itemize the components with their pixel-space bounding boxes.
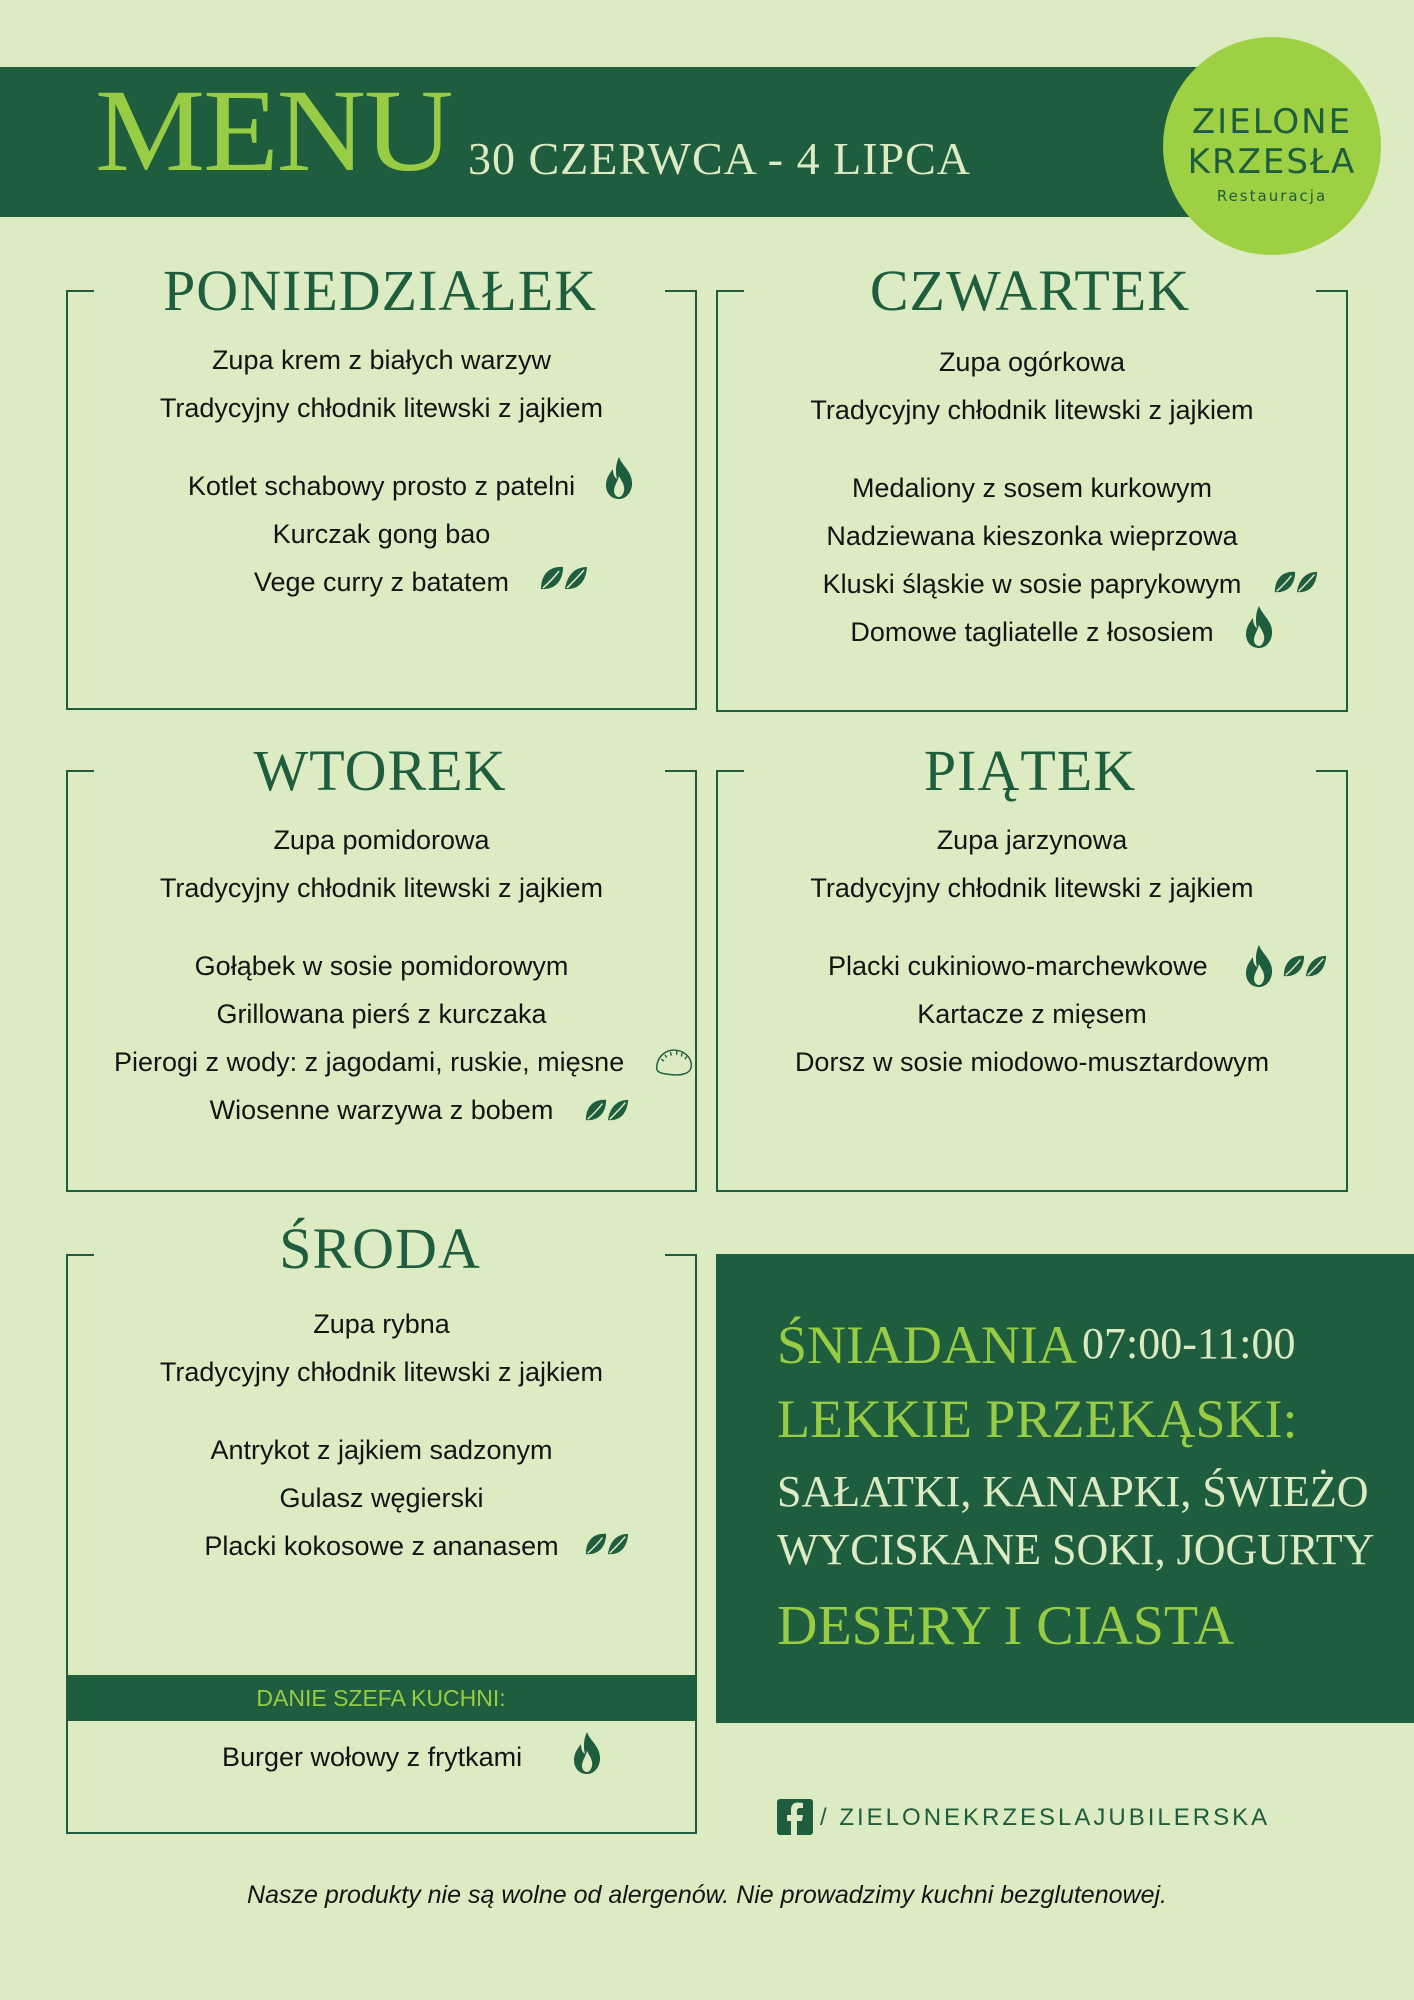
- menu-item: Gulasz węgierski: [279, 1483, 484, 1513]
- menu-item: Zupa krem z białych warzyw: [211, 345, 552, 375]
- facebook-handle[interactable]: / ZIELONEKRZESLAJUBILERSKA: [820, 1804, 1271, 1831]
- menu-item: Placki kokosowe z ananasem: [204, 1531, 559, 1561]
- menu-item: Tradycyjny chłodnik litewski z jajkiem: [810, 395, 1254, 425]
- breakfast-heading: ŚNIADANIA: [777, 1315, 1077, 1375]
- menu-item: Gołąbek w sosie pomidorowym: [194, 951, 569, 981]
- snacks-line-2: WYCISKANE SOKI, JOGURTY: [777, 1525, 1375, 1574]
- menu-item: Wiosenne warzywa z bobem: [209, 1095, 554, 1125]
- menu-item: Medaliony z sosem kurkowym: [851, 473, 1213, 503]
- date-range: 30 CZERWCA - 4 LIPCA: [468, 133, 972, 184]
- menu-item: Zupa rybna: [313, 1309, 450, 1339]
- breakfast-hours: 07:00-11:00: [1082, 1319, 1296, 1368]
- restaurant-logo: [1163, 37, 1381, 255]
- dumpling-icon: [654, 1046, 694, 1078]
- menu-item: Kurczak gong bao: [272, 519, 491, 549]
- desserts-heading: DESERY I CIASTA: [777, 1595, 1235, 1657]
- logo-name-line1: ZIELONE: [1191, 102, 1353, 142]
- allergen-disclaimer: Nasze produkty nie są wolne od alergenów. Nie prowadzimy kuchni bezglutenowej.: [247, 1881, 1167, 1909]
- menu-item: Antrykot z jajkiem sadzonym: [210, 1435, 553, 1465]
- day-title-thursday: CZWARTEK: [770, 262, 1290, 320]
- vegan-leaf-icon: [539, 563, 589, 593]
- snacks-line-1: SAŁATKI, KANAPKI, ŚWIEŻO: [777, 1467, 1369, 1516]
- spicy-flame-icon: [604, 456, 634, 500]
- vegan-leaf-icon: [1282, 952, 1328, 980]
- menu-item: Pierogi z wody: z jagodami, ruskie, mięsne: [114, 1047, 625, 1077]
- day-title-tuesday: WTOREK: [95, 742, 665, 800]
- menu-title: MENU: [95, 65, 452, 196]
- logo-subtitle: Restauracja: [1216, 187, 1328, 205]
- menu-item: Tradycyjny chłodnik litewski z jajkiem: [159, 1357, 604, 1387]
- vegan-leaf-icon: [584, 1530, 630, 1558]
- logo-name-line2: KRZESŁA: [1187, 142, 1357, 182]
- menu-item: Zupa ogórkowa: [938, 347, 1126, 377]
- snacks-heading: LEKKIE PRZEKĄSKI:: [777, 1389, 1298, 1449]
- menu-item: Tradycyjny chłodnik litewski z jajkiem: [159, 393, 604, 423]
- menu-item: Dorsz w sosie miodowo-musztardowym: [794, 1047, 1270, 1077]
- vegan-leaf-icon: [1273, 568, 1319, 596]
- vegan-leaf-icon: [584, 1096, 630, 1124]
- menu-item: Kotlet schabowy prosto z patelni: [187, 471, 576, 501]
- menu-item: Zupa pomidorowa: [273, 825, 490, 855]
- day-title-wednesday: ŚRODA: [95, 1220, 665, 1278]
- menu-item: Domowe tagliatelle z łososiem: [850, 617, 1214, 647]
- menu-item: Tradycyjny chłodnik litewski z jajkiem: [159, 873, 604, 903]
- menu-item: Tradycyjny chłodnik litewski z jajkiem: [810, 873, 1254, 903]
- menu-item: Kluski śląskie w sosie paprykowym: [822, 569, 1242, 599]
- day-title-monday: PONIEDZIAŁEK: [95, 262, 665, 320]
- facebook-icon[interactable]: [777, 1799, 813, 1835]
- menu-item: Kartacze z mięsem: [917, 999, 1147, 1029]
- chef-special-label: DANIE SZEFA KUCHNI:: [256, 1685, 506, 1711]
- day-title-friday: PIĄTEK: [770, 742, 1290, 800]
- menu-item: Grillowana pierś z kurczaka: [216, 999, 547, 1029]
- spicy-flame-icon: [1244, 605, 1274, 649]
- menu-item: Nadziewana kieszonka wieprzowa: [826, 521, 1238, 551]
- chef-special-dish: Burger wołowy z frytkami: [222, 1742, 523, 1772]
- spicy-flame-icon: [1244, 944, 1274, 988]
- menu-item: Zupa jarzynowa: [936, 825, 1128, 855]
- spicy-flame-icon: [572, 1731, 602, 1775]
- menu-item: Placki cukiniowo-marchewkowe: [828, 951, 1208, 981]
- menu-item: Vege curry z batatem: [253, 567, 510, 597]
